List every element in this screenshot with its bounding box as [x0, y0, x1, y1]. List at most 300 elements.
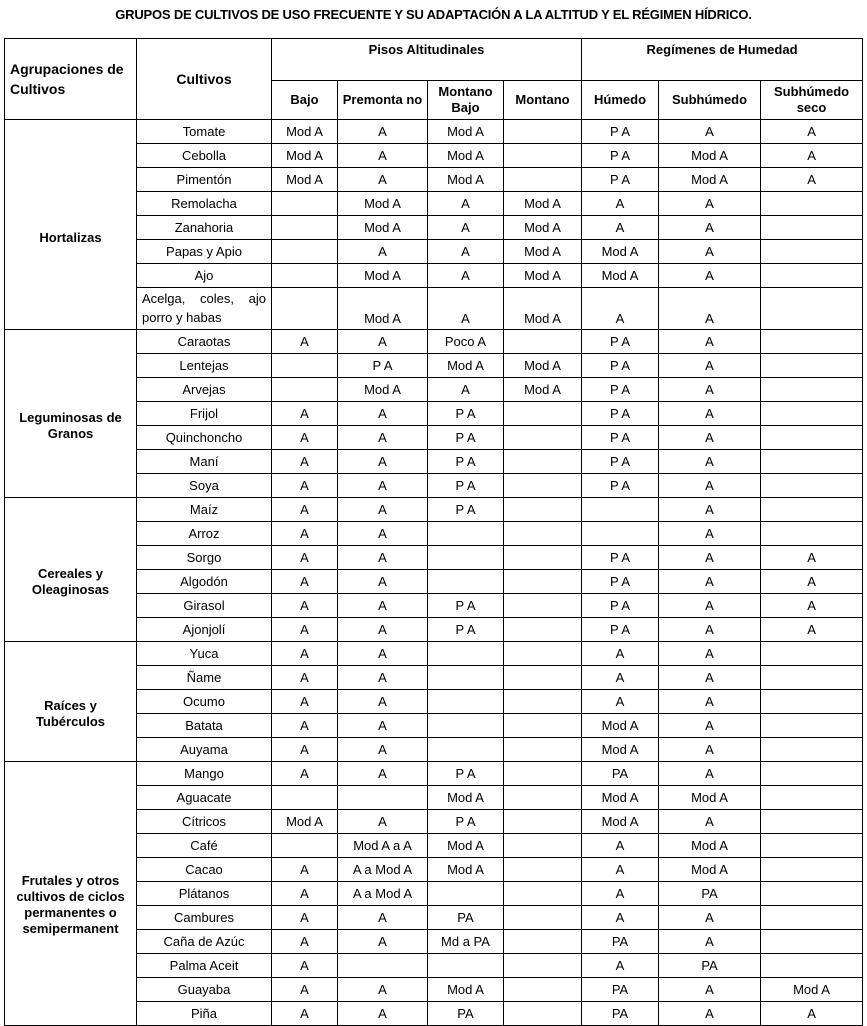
- adaptation-cell: A: [338, 240, 428, 264]
- adaptation-cell: P A: [582, 426, 659, 450]
- adaptation-cell: A: [582, 690, 659, 714]
- adaptation-cell: Mod A: [504, 288, 582, 330]
- adaptation-cell: [761, 474, 863, 498]
- adaptation-cell: A: [582, 906, 659, 930]
- adaptation-cell: [504, 858, 582, 882]
- adaptation-cell: Mod A: [272, 144, 338, 168]
- header-humedo: Húmedo: [582, 81, 659, 120]
- adaptation-cell: A: [338, 546, 428, 570]
- adaptation-cell: Mod A: [659, 144, 761, 168]
- adaptation-cell: A: [761, 618, 863, 642]
- adaptation-cell: [504, 666, 582, 690]
- adaptation-cell: [504, 474, 582, 498]
- crop-name: Café: [137, 834, 272, 858]
- adaptation-cell: [761, 522, 863, 546]
- crop-name: Ocumo: [137, 690, 272, 714]
- adaptation-cell: [761, 450, 863, 474]
- adaptation-cell: [582, 522, 659, 546]
- adaptation-cell: [428, 522, 504, 546]
- adaptation-cell: A: [338, 168, 428, 192]
- adaptation-cell: A a Mod A: [338, 858, 428, 882]
- adaptation-cell: [761, 402, 863, 426]
- adaptation-cell: [761, 378, 863, 402]
- adaptation-cell: [504, 978, 582, 1002]
- adaptation-cell: A: [659, 498, 761, 522]
- adaptation-cell: [272, 192, 338, 216]
- adaptation-cell: A: [659, 240, 761, 264]
- adaptation-cell: Mod A: [428, 144, 504, 168]
- adaptation-cell: A: [761, 1002, 863, 1026]
- adaptation-cell: [504, 786, 582, 810]
- adaptation-cell: [504, 144, 582, 168]
- adaptation-cell: A: [338, 1002, 428, 1026]
- adaptation-cell: A: [659, 642, 761, 666]
- adaptation-cell: A: [272, 882, 338, 906]
- adaptation-cell: Mod A: [428, 858, 504, 882]
- adaptation-cell: [272, 288, 338, 330]
- crop-name: Acelga, coles, ajo porro y habas: [137, 288, 272, 330]
- header-montano-bajo: Montano Bajo: [428, 81, 504, 120]
- crop-name: Maíz: [137, 498, 272, 522]
- adaptation-cell: A: [761, 570, 863, 594]
- adaptation-cell: A: [582, 954, 659, 978]
- adaptation-cell: [428, 738, 504, 762]
- adaptation-cell: A: [272, 594, 338, 618]
- crop-name: Tomate: [137, 120, 272, 144]
- table-row: [5, 330, 863, 354]
- adaptation-cell: A: [659, 1002, 761, 1026]
- adaptation-cell: [428, 690, 504, 714]
- adaptation-cell: [504, 546, 582, 570]
- adaptation-cell: [761, 498, 863, 522]
- adaptation-cell: A: [338, 426, 428, 450]
- adaptation-cell: [504, 450, 582, 474]
- adaptation-cell: [761, 810, 863, 834]
- adaptation-cell: P A: [582, 474, 659, 498]
- adaptation-cell: A: [659, 738, 761, 762]
- adaptation-cell: PA: [428, 906, 504, 930]
- adaptation-cell: P A: [582, 450, 659, 474]
- adaptation-cell: P A: [428, 402, 504, 426]
- adaptation-cell: [761, 426, 863, 450]
- adaptation-cell: [338, 786, 428, 810]
- adaptation-cell: [761, 288, 863, 330]
- adaptation-cell: PA: [582, 762, 659, 786]
- adaptation-cell: PA: [659, 882, 761, 906]
- adaptation-cell: Mod A: [504, 264, 582, 288]
- adaptation-cell: A: [338, 738, 428, 762]
- adaptation-cell: P A: [582, 618, 659, 642]
- adaptation-cell: [761, 192, 863, 216]
- adaptation-cell: A: [428, 264, 504, 288]
- adaptation-cell: A: [272, 1002, 338, 1026]
- adaptation-cell: P A: [582, 378, 659, 402]
- adaptation-cell: Mod A: [582, 714, 659, 738]
- adaptation-cell: P A: [582, 354, 659, 378]
- adaptation-cell: [272, 834, 338, 858]
- table-row: [5, 642, 863, 666]
- adaptation-cell: [428, 666, 504, 690]
- crop-name: Frijol: [137, 402, 272, 426]
- adaptation-cell: [761, 906, 863, 930]
- adaptation-cell: [504, 738, 582, 762]
- adaptation-cell: Mod A: [582, 786, 659, 810]
- adaptation-cell: A: [338, 762, 428, 786]
- adaptation-cell: Poco A: [428, 330, 504, 354]
- adaptation-cell: [504, 642, 582, 666]
- adaptation-cell: P A: [428, 474, 504, 498]
- adaptation-cell: Mod A: [338, 216, 428, 240]
- adaptation-cell: Mod A: [338, 288, 428, 330]
- adaptation-cell: A: [338, 120, 428, 144]
- adaptation-cell: A: [272, 954, 338, 978]
- adaptation-cell: A: [428, 240, 504, 264]
- header-pisos-altitudinales: Pisos Altitudinales: [272, 39, 582, 81]
- adaptation-cell: A: [428, 216, 504, 240]
- adaptation-cell: A: [659, 378, 761, 402]
- adaptation-cell: P A: [582, 594, 659, 618]
- crop-name: Guayaba: [137, 978, 272, 1002]
- adaptation-cell: A: [338, 570, 428, 594]
- adaptation-cell: P A: [582, 570, 659, 594]
- adaptation-cell: A: [272, 666, 338, 690]
- crop-name: Cacao: [137, 858, 272, 882]
- adaptation-cell: [504, 330, 582, 354]
- group-name: Raíces y Tubérculos: [5, 642, 137, 762]
- adaptation-cell: A: [272, 522, 338, 546]
- adaptation-cell: A: [582, 882, 659, 906]
- adaptation-cell: A: [338, 594, 428, 618]
- adaptation-cell: A: [338, 906, 428, 930]
- crop-name: Maní: [137, 450, 272, 474]
- crop-name: Piña: [137, 1002, 272, 1026]
- adaptation-cell: [504, 618, 582, 642]
- adaptation-cell: Mod A: [582, 738, 659, 762]
- group-name: Leguminosas de Granos: [5, 330, 137, 498]
- adaptation-cell: A: [338, 690, 428, 714]
- adaptation-cell: A: [659, 288, 761, 330]
- adaptation-cell: Mod A: [504, 192, 582, 216]
- adaptation-cell: A: [659, 120, 761, 144]
- adaptation-cell: A a Mod A: [338, 882, 428, 906]
- adaptation-cell: A: [338, 402, 428, 426]
- adaptation-cell: [272, 786, 338, 810]
- adaptation-cell: [504, 930, 582, 954]
- adaptation-cell: A: [659, 714, 761, 738]
- adaptation-cell: A: [659, 330, 761, 354]
- adaptation-cell: [428, 714, 504, 738]
- document-title: GRUPOS DE CULTIVOS DE USO FRECUENTE Y SU ADAPTACIÓN A LA ALTITUD Y EL RÉGIMEN HÍDRICO.: [115, 7, 752, 22]
- adaptation-cell: Mod A: [504, 354, 582, 378]
- crop-adaptation-table: [4, 38, 863, 1026]
- crop-name: Zanahoria: [137, 216, 272, 240]
- adaptation-cell: A: [659, 522, 761, 546]
- adaptation-cell: A: [428, 288, 504, 330]
- crop-name: Girasol: [137, 594, 272, 618]
- crop-name: Soya: [137, 474, 272, 498]
- adaptation-cell: A: [272, 330, 338, 354]
- adaptation-cell: [272, 378, 338, 402]
- adaptation-cell: [761, 264, 863, 288]
- crop-name: Arvejas: [137, 378, 272, 402]
- crop-name: Pimentón: [137, 168, 272, 192]
- crop-name: Caraotas: [137, 330, 272, 354]
- adaptation-cell: [504, 906, 582, 930]
- adaptation-cell: [428, 882, 504, 906]
- adaptation-cell: A: [272, 498, 338, 522]
- header-subhumedo-seco: Subhúmedo seco: [761, 81, 863, 120]
- crop-name: Cítricos: [137, 810, 272, 834]
- adaptation-cell: A: [659, 810, 761, 834]
- adaptation-cell: PA: [659, 954, 761, 978]
- adaptation-cell: A: [582, 216, 659, 240]
- adaptation-cell: [761, 930, 863, 954]
- adaptation-cell: A: [338, 144, 428, 168]
- adaptation-cell: [761, 882, 863, 906]
- adaptation-cell: [428, 954, 504, 978]
- adaptation-cell: [504, 834, 582, 858]
- crop-name: Arroz: [137, 522, 272, 546]
- adaptation-cell: Mod A: [338, 264, 428, 288]
- adaptation-cell: A: [338, 330, 428, 354]
- adaptation-cell: A: [659, 426, 761, 450]
- adaptation-cell: [338, 954, 428, 978]
- adaptation-cell: A: [582, 834, 659, 858]
- adaptation-cell: [428, 570, 504, 594]
- adaptation-cell: A: [272, 762, 338, 786]
- adaptation-cell: Mod A: [659, 858, 761, 882]
- adaptation-cell: [761, 762, 863, 786]
- group-name: Cereales y Oleaginosas: [5, 498, 137, 642]
- adaptation-cell: A: [582, 858, 659, 882]
- adaptation-cell: A: [272, 738, 338, 762]
- adaptation-cell: A: [761, 168, 863, 192]
- adaptation-cell: A: [582, 642, 659, 666]
- adaptation-cell: [761, 954, 863, 978]
- adaptation-cell: A: [338, 618, 428, 642]
- adaptation-cell: A: [761, 144, 863, 168]
- adaptation-cell: A: [272, 906, 338, 930]
- adaptation-cell: A: [659, 930, 761, 954]
- adaptation-cell: A: [272, 930, 338, 954]
- crop-name: Ajo: [137, 264, 272, 288]
- crop-name: Caña de Azúc: [137, 930, 272, 954]
- adaptation-cell: A: [659, 450, 761, 474]
- adaptation-cell: A: [582, 192, 659, 216]
- table-body: [5, 120, 863, 1026]
- crop-name: Aguacate: [137, 786, 272, 810]
- adaptation-cell: P A: [428, 594, 504, 618]
- adaptation-cell: A: [338, 666, 428, 690]
- adaptation-cell: A: [428, 378, 504, 402]
- adaptation-cell: Mod A: [582, 264, 659, 288]
- adaptation-cell: P A: [428, 618, 504, 642]
- crop-name: Quinchoncho: [137, 426, 272, 450]
- adaptation-cell: [761, 738, 863, 762]
- adaptation-cell: Mod A: [428, 354, 504, 378]
- adaptation-cell: Mod A: [659, 834, 761, 858]
- group-name: Hortalizas: [5, 120, 137, 330]
- adaptation-cell: A: [272, 450, 338, 474]
- adaptation-cell: [504, 1002, 582, 1026]
- adaptation-cell: [504, 714, 582, 738]
- adaptation-cell: [761, 354, 863, 378]
- crop-name: Auyama: [137, 738, 272, 762]
- adaptation-cell: P A: [428, 810, 504, 834]
- adaptation-cell: [504, 498, 582, 522]
- adaptation-cell: A: [761, 120, 863, 144]
- adaptation-cell: A: [338, 714, 428, 738]
- crop-name: Ajonjolí: [137, 618, 272, 642]
- adaptation-cell: A: [659, 618, 761, 642]
- adaptation-cell: Mod A: [504, 378, 582, 402]
- adaptation-cell: P A: [582, 144, 659, 168]
- adaptation-cell: [504, 594, 582, 618]
- adaptation-cell: Mod A: [428, 168, 504, 192]
- adaptation-cell: [504, 810, 582, 834]
- adaptation-cell: [504, 762, 582, 786]
- crop-name: Algodón: [137, 570, 272, 594]
- adaptation-cell: A: [659, 594, 761, 618]
- adaptation-cell: Mod A: [504, 240, 582, 264]
- adaptation-cell: A: [659, 216, 761, 240]
- adaptation-cell: [272, 216, 338, 240]
- header-cultivos: Cultivos: [137, 39, 272, 120]
- header-bajo: Bajo: [272, 81, 338, 120]
- crop-name: Palma Aceit: [137, 954, 272, 978]
- adaptation-cell: PA: [582, 930, 659, 954]
- adaptation-cell: [761, 642, 863, 666]
- adaptation-cell: [761, 714, 863, 738]
- adaptation-cell: A: [428, 192, 504, 216]
- adaptation-cell: Mod A: [272, 168, 338, 192]
- crop-name: Plátanos: [137, 882, 272, 906]
- header-regimenes-humedad: Regímenes de Humedad: [582, 39, 863, 81]
- adaptation-cell: A: [272, 690, 338, 714]
- adaptation-cell: A: [338, 930, 428, 954]
- adaptation-cell: PA: [582, 1002, 659, 1026]
- crop-name: Papas y Apio: [137, 240, 272, 264]
- adaptation-cell: A: [659, 354, 761, 378]
- adaptation-cell: A: [338, 642, 428, 666]
- crop-name: Cambures: [137, 906, 272, 930]
- adaptation-cell: Mod A: [338, 378, 428, 402]
- adaptation-cell: A: [659, 402, 761, 426]
- adaptation-cell: A: [659, 762, 761, 786]
- adaptation-cell: PA: [582, 978, 659, 1002]
- crop-name: Sorgo: [137, 546, 272, 570]
- adaptation-cell: [761, 666, 863, 690]
- adaptation-cell: P A: [582, 546, 659, 570]
- adaptation-cell: A: [272, 858, 338, 882]
- header-agrupaciones: Agrupaciones de Cultivos: [5, 39, 137, 120]
- adaptation-cell: A: [761, 546, 863, 570]
- adaptation-cell: [504, 690, 582, 714]
- adaptation-cell: Mod A: [659, 168, 761, 192]
- adaptation-cell: [272, 354, 338, 378]
- adaptation-cell: P A: [582, 402, 659, 426]
- adaptation-cell: P A: [428, 450, 504, 474]
- adaptation-cell: A: [659, 546, 761, 570]
- adaptation-cell: Mod A: [659, 786, 761, 810]
- crop-name: Mango: [137, 762, 272, 786]
- adaptation-cell: A: [272, 978, 338, 1002]
- adaptation-cell: A: [338, 522, 428, 546]
- adaptation-cell: [504, 954, 582, 978]
- adaptation-cell: [761, 690, 863, 714]
- adaptation-cell: P A: [582, 168, 659, 192]
- adaptation-cell: A: [659, 906, 761, 930]
- adaptation-cell: A: [761, 594, 863, 618]
- adaptation-cell: [761, 858, 863, 882]
- adaptation-cell: A: [272, 474, 338, 498]
- adaptation-cell: [761, 240, 863, 264]
- header-subhumedo: Subhúmedo: [659, 81, 761, 120]
- adaptation-cell: Md a PA: [428, 930, 504, 954]
- adaptation-cell: A: [659, 474, 761, 498]
- adaptation-cell: A: [582, 288, 659, 330]
- adaptation-cell: P A: [582, 120, 659, 144]
- adaptation-cell: Mod A: [428, 120, 504, 144]
- adaptation-cell: Mod A: [338, 192, 428, 216]
- crop-name: Yuca: [137, 642, 272, 666]
- adaptation-cell: A: [338, 978, 428, 1002]
- adaptation-cell: [504, 522, 582, 546]
- adaptation-cell: [428, 546, 504, 570]
- adaptation-cell: Mod A: [761, 978, 863, 1002]
- table-row: [5, 498, 863, 522]
- adaptation-cell: A: [659, 570, 761, 594]
- adaptation-cell: A: [659, 666, 761, 690]
- adaptation-cell: [761, 216, 863, 240]
- adaptation-cell: A: [338, 498, 428, 522]
- adaptation-cell: A: [659, 264, 761, 288]
- adaptation-cell: Mod A: [504, 216, 582, 240]
- adaptation-cell: P A: [582, 330, 659, 354]
- adaptation-cell: [504, 120, 582, 144]
- adaptation-cell: [761, 834, 863, 858]
- adaptation-cell: P A: [428, 498, 504, 522]
- crop-name: Cebolla: [137, 144, 272, 168]
- adaptation-cell: A: [659, 690, 761, 714]
- crop-name: Remolacha: [137, 192, 272, 216]
- crop-name: Ñame: [137, 666, 272, 690]
- adaptation-cell: [761, 330, 863, 354]
- adaptation-cell: Mod A: [272, 810, 338, 834]
- table-row: [5, 762, 863, 786]
- adaptation-cell: [582, 498, 659, 522]
- adaptation-cell: A: [338, 810, 428, 834]
- crop-name: Batata: [137, 714, 272, 738]
- adaptation-cell: P A: [428, 426, 504, 450]
- adaptation-cell: Mod A: [582, 810, 659, 834]
- adaptation-cell: Mod A a A: [338, 834, 428, 858]
- adaptation-cell: [504, 168, 582, 192]
- adaptation-cell: Mod A: [272, 120, 338, 144]
- adaptation-cell: A: [272, 570, 338, 594]
- header-montano: Montano: [504, 81, 582, 120]
- adaptation-cell: P A: [428, 762, 504, 786]
- adaptation-cell: A: [272, 714, 338, 738]
- adaptation-cell: A: [272, 618, 338, 642]
- adaptation-cell: A: [272, 546, 338, 570]
- adaptation-cell: A: [272, 402, 338, 426]
- table-row: [5, 120, 863, 144]
- adaptation-cell: [272, 240, 338, 264]
- adaptation-cell: Mod A: [428, 834, 504, 858]
- adaptation-cell: Mod A: [428, 978, 504, 1002]
- adaptation-cell: [504, 570, 582, 594]
